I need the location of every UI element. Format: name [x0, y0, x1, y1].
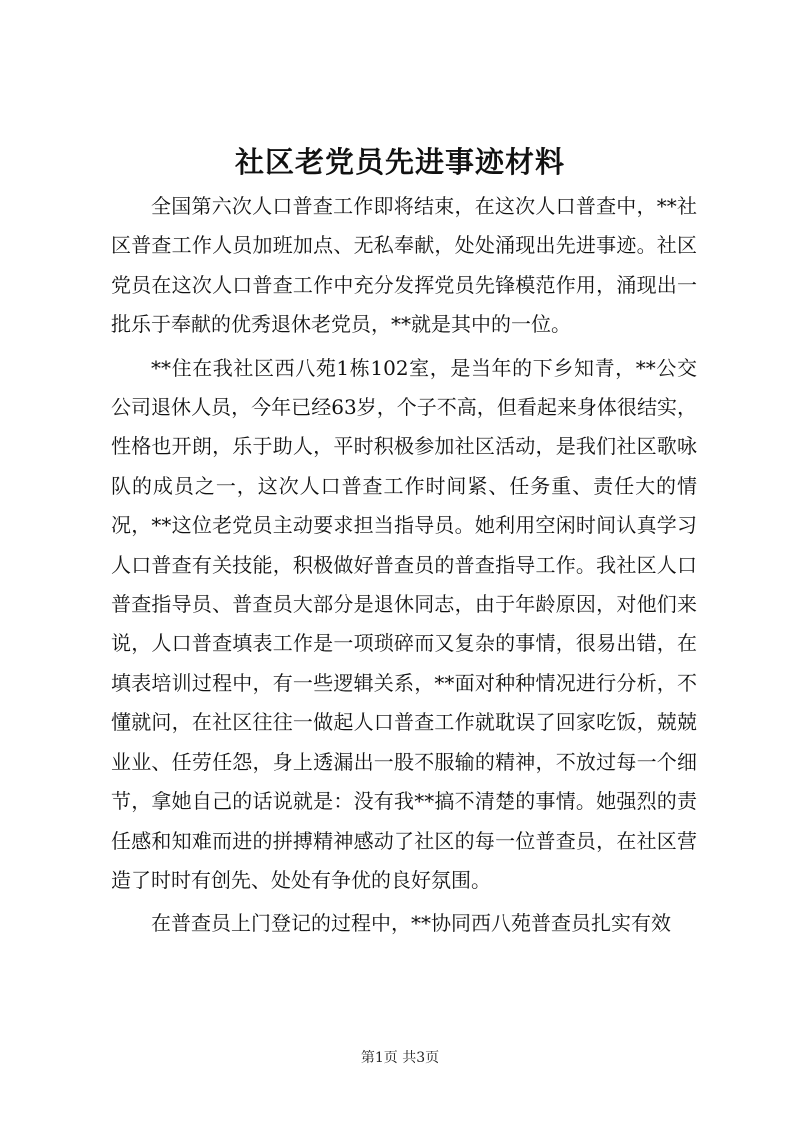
paragraph-2: **住在我社区西八苑1栋102室，是当年的下乡知青，**公交公司退休人员，今年已经63岁，个子不高，但看起来身体很结实，性格也开朗，乐于助人，平时积极参加社区活动，是我们社区歌咏队的成员之一，这次人口普查工作时间紧、任务重、责任大的情况，**这位老党员主动要求担当指导员。她利用空闲时间认真学习人口普查有关技能，积极做好普查员的普查指导工作。我社区人口普查指导员、普查员大部分是退休同志，由于年龄原因，对他们来说，人口普查填表工作是一项琐碎而又复杂的事情，很易出错，在填表培训过程中，有一些逻辑关系，**面对种种情况进行分析，不懂就问，在社区往往一做起人口普查工作就耽误了回家吃饭，兢兢业业、任劳任怨，身上透漏出一股不服输的精神，不放过每一个细节，拿她自己的话说就是：没有我**搞不清楚的事情。她强烈的责任感和知难而进的拼搏精神感动了社区的每一位普查员，在社区营造了时时有创先、处处有争优的良好氛围。 [111, 355, 697, 892]
paragraph-1: 全国第六次人口普查工作即将结束，在这次人口普查中，**社区普查工作人员加班加点、无私奉献，处处涌现出先进事迹。社区党员在这次人口普查工作中充分发挥党员先锋模范作用，涌现出一批乐于奉献的优秀退休老党员，**就是其中的一位。 [111, 194, 697, 337]
document-body [111, 187, 697, 948]
page-number-footer: 第1页 共3页 [360, 1050, 440, 1066]
paragraph-3: 在普查员上门登记的过程中，**协同西八苑普查员扎实有效 [151, 911, 671, 936]
document-title: 社区老党员先进事迹材料 [234, 145, 565, 179]
